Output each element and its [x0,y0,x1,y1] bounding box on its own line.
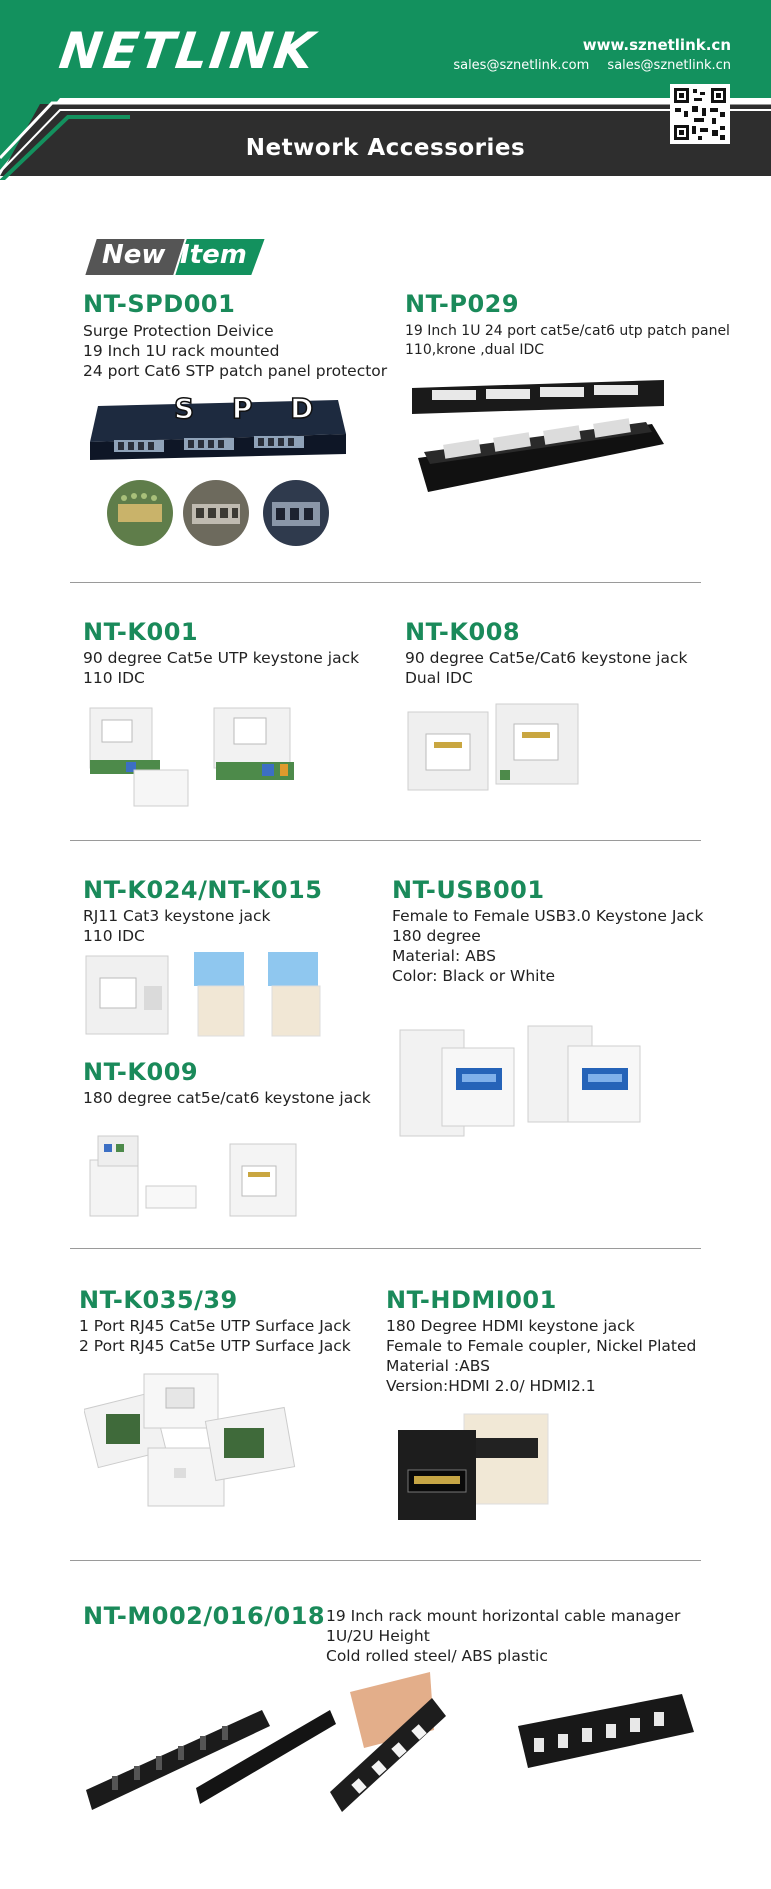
contact-emails [439,58,731,73]
product-description: 19 Inch rack mount horizontal cable manager 1U/2U Height Cold rolled steel/ ABS plastic [326,1607,681,1665]
badge-item: Item [180,240,247,270]
keystone-jack-k008-image [404,700,590,800]
email-link[interactable]: sales@sznetlink.com [453,58,590,73]
patch-panel-image [408,380,668,510]
product-description: 90 degree Cat5e/Cat6 keystone jack Dual IDC [405,649,688,687]
section-divider [70,840,701,841]
product-code: NT-K024/NT-K015 [83,876,323,904]
new-item-badge [82,236,268,278]
product-code: NT-HDMI001 [386,1286,557,1314]
product-description: Female to Female USB3.0 Keystone Jack 180 degree Material: ABS Color: Black or White [392,907,704,985]
rj11-keystone-image [82,948,332,1040]
product-description: 180 degree cat5e/cat6 keystone jack [83,1089,371,1107]
product-code: NT-K008 [405,618,521,646]
product-code: NT-K009 [83,1058,199,1086]
product-description: 90 degree Cat5e UTP keystone jack 110 IDC [83,649,360,687]
brand-logo: NETLINK [55,22,320,80]
section-divider [70,1560,701,1561]
banner-title: Network Accessories [245,135,526,161]
surge-detail-images [104,478,334,548]
product-code: NT-USB001 [392,876,545,904]
page-header [0,0,771,180]
badge-new: New [102,240,166,270]
cable-manager-image [82,1672,702,1818]
product-code: NT-K001 [83,618,199,646]
surface-jack-image [84,1370,298,1510]
product-description: RJ11 Cat3 keystone jack 110 IDC [83,907,271,945]
section-divider [70,1248,701,1249]
keystone-jack-k001-image [84,700,310,810]
product-description: Surge Protection Deivice 19 Inch 1U rack mounted 24 port Cat6 STP patch panel protector [83,322,388,380]
product-code: NT-K035/39 [79,1286,238,1314]
product-code: NT-M002/016/018 [83,1602,326,1630]
product-code: NT-SPD001 [83,290,236,318]
usb-keystone-image [394,1024,648,1142]
product-description: 1 Port RJ45 Cat5e UTP Surface Jack 2 Port RJ45 Cat5e UTP Surface Jack [79,1317,351,1355]
product-code: NT-P029 [405,290,520,318]
product-description: 19 Inch 1U 24 port cat5e/cat6 utp patch panel 110,krone ,dual IDC [405,323,730,358]
website-link[interactable]: www.sznetlink.cn [582,36,731,54]
hdmi-keystone-image [394,1410,574,1524]
spd-image-label: S P D [174,392,328,425]
email-link[interactable]: sales@sznetlink.cn [607,58,731,73]
section-divider [70,582,701,583]
product-description: 180 Degree HDMI keystone jack Female to Female coupler, Nickel Plated Material :ABS Version:HDMI 2.0/ HDMI2.1 [386,1317,697,1395]
keystone-jack-k009-image [84,1126,310,1220]
